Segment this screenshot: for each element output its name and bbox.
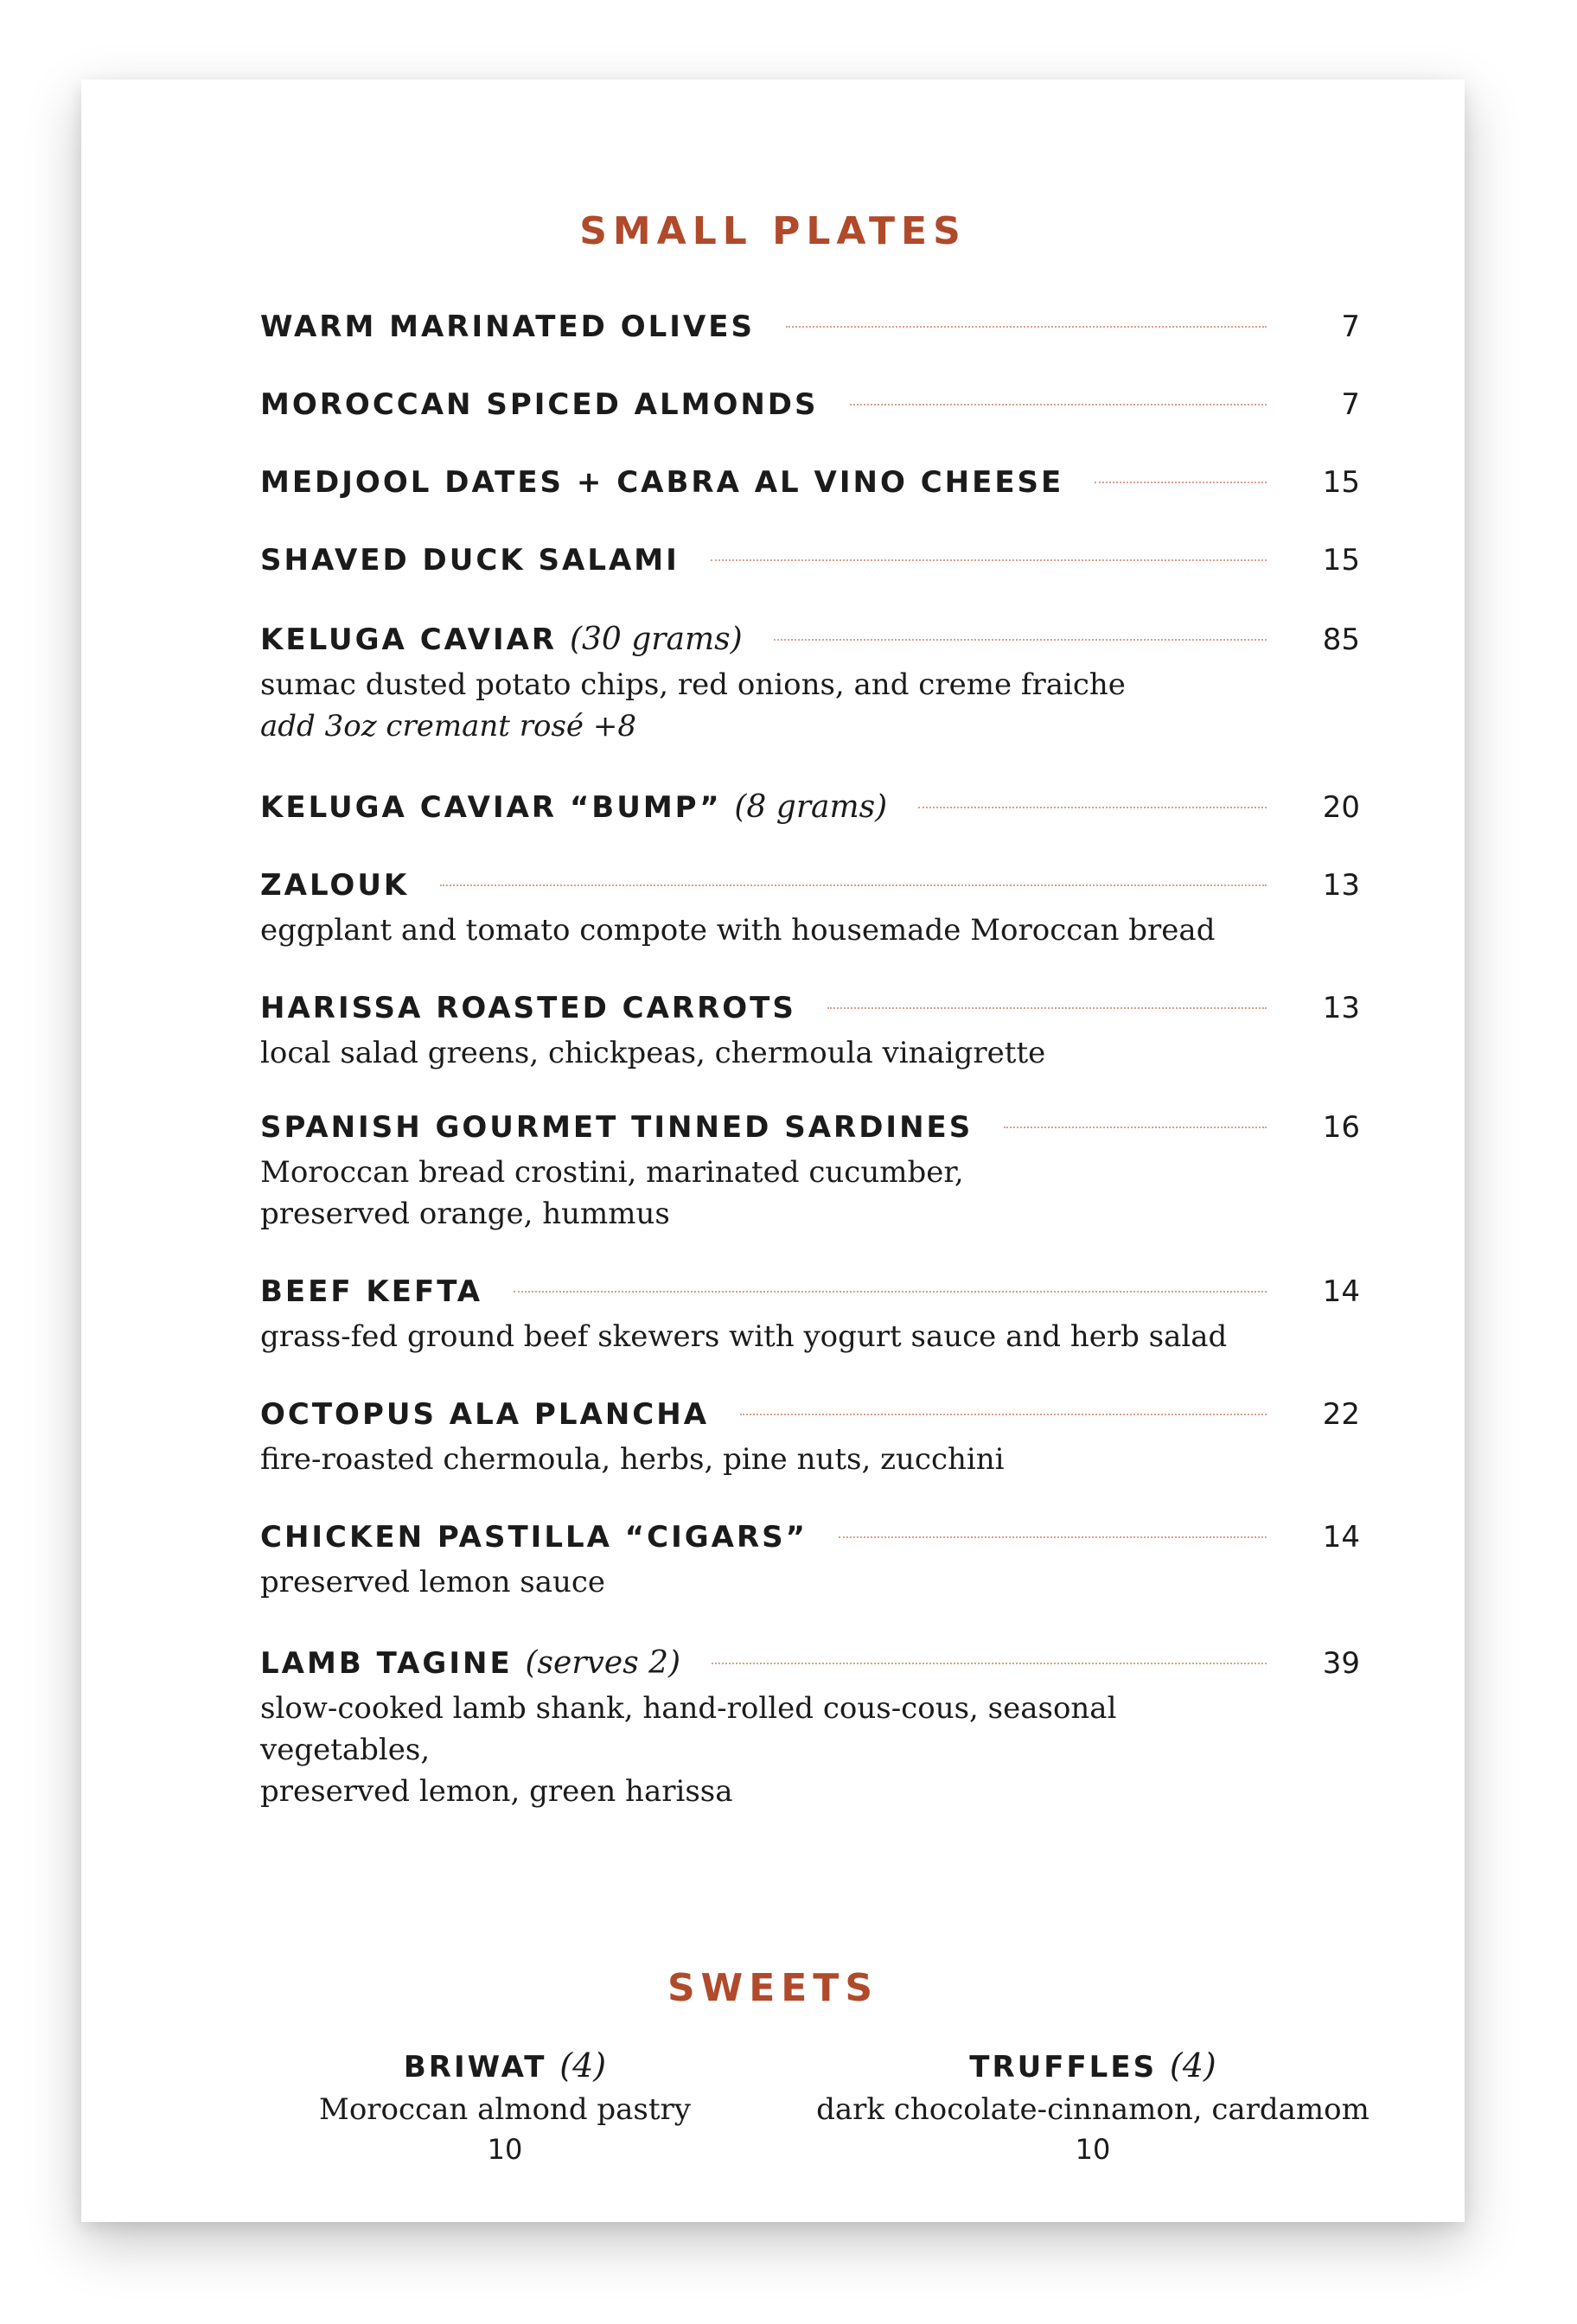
menu-item — [260, 1513, 1360, 1639]
dot-leader — [440, 884, 1267, 886]
item-description: preserved orange, hummus — [260, 1197, 670, 1231]
dot-leader — [786, 326, 1267, 328]
item-description: preserved lemon sauce — [260, 1565, 606, 1599]
dot-leader — [850, 404, 1267, 405]
item-name: OCTOPUS ALA PLANCHA — [260, 1397, 710, 1432]
sweet-description: dark chocolate-cinnamon, cardamom — [816, 2092, 1370, 2127]
dot-leader — [827, 1007, 1267, 1009]
dot-leader — [712, 1663, 1267, 1664]
item-price: 14 — [1322, 1520, 1360, 1555]
sweet-price: 10 — [1075, 2133, 1111, 2166]
menu-item — [260, 1390, 1360, 1513]
item-price: 13 — [1322, 991, 1360, 1025]
item-name: BEEF KEFTA — [260, 1274, 483, 1309]
dot-leader — [514, 1291, 1267, 1293]
item-price: 7 — [1341, 387, 1360, 422]
item-price: 15 — [1322, 465, 1360, 500]
small-plates-list — [260, 303, 1360, 1809]
item-price: 85 — [1322, 622, 1360, 657]
item-description: local salad greens, chickpeas, chermoula vinaigrette — [260, 1036, 1046, 1070]
dot-leader — [774, 639, 1267, 641]
item-name: CHICKEN PASTILLA “CIGARS” — [260, 1520, 808, 1555]
sweets-section — [81, 1966, 1465, 2166]
item-name: SPANISH GOURMET TINNED SARDINES — [260, 1110, 974, 1145]
dot-leader — [839, 1536, 1267, 1538]
sweets-title: SWEETS — [667, 1966, 879, 2010]
item-description: grass-fed ground beef skewers with yogurt sauce and herb salad — [260, 1319, 1228, 1354]
item-description: Moroccan bread crostini, marinated cucumber, — [260, 1155, 964, 1190]
item-price: 39 — [1322, 1646, 1360, 1681]
sweet-price: 10 — [487, 2133, 523, 2166]
sweet-name: TRUFFLES (4) — [969, 2046, 1216, 2085]
item-name: MOROCCAN SPICED ALMONDS — [260, 387, 819, 422]
dot-leader — [740, 1414, 1267, 1415]
item-addon: add 3oz cremant rosé +8 — [260, 709, 636, 744]
item-price: 16 — [1322, 1110, 1360, 1145]
sweet-name: BRIWAT (4) — [403, 2046, 607, 2085]
sweet-item — [289, 2044, 721, 2168]
item-note: (30 grams) — [569, 622, 743, 657]
item-name: KELUGA CAVIAR (30 grams) — [260, 622, 743, 657]
menu-item — [260, 984, 1360, 1103]
item-description: eggplant and tomato compote with housemade Moroccan bread — [260, 913, 1216, 948]
menu-card — [81, 80, 1465, 2222]
item-name: HARISSA ROASTED CARROTS — [260, 991, 796, 1025]
menu-item — [260, 861, 1360, 984]
item-description: fire-roasted chermoula, herbs, pine nuts, zucchini — [260, 1442, 1005, 1477]
menu-item — [260, 1267, 1360, 1390]
item-name: ZALOUK — [260, 868, 410, 903]
sweet-note: (4) — [559, 2046, 607, 2085]
menu-item — [260, 380, 1360, 458]
dot-leader — [1004, 1127, 1267, 1128]
item-description: slow-cooked lamb shank, hand-rolled cous-cous, seasonal vegetables, — [260, 1691, 1117, 1767]
sweet-description: Moroccan almond pastry — [319, 2092, 691, 2127]
small-plates-title: SMALL PLATES — [579, 209, 967, 253]
item-description: sumac dusted potato chips, red onions, and creme fraiche — [260, 667, 1126, 702]
sweet-item — [790, 2044, 1395, 2168]
menu-item — [260, 1103, 1360, 1267]
menu-item — [260, 616, 1360, 783]
menu-item — [260, 458, 1360, 536]
dot-leader — [1095, 482, 1267, 483]
item-name: SHAVED DUCK SALAMI — [260, 543, 680, 578]
sweet-note: (4) — [1169, 2046, 1216, 2085]
menu-item — [260, 783, 1360, 861]
menu-item — [260, 536, 1360, 616]
item-price: 14 — [1322, 1274, 1360, 1309]
item-price: 13 — [1322, 868, 1360, 903]
item-name: WARM MARINATED OLIVES — [260, 310, 755, 344]
item-note: (serves 2) — [525, 1645, 681, 1681]
item-price: 20 — [1322, 790, 1360, 825]
item-description: preserved lemon, green harissa — [260, 1774, 733, 1809]
item-note: (8 grams) — [734, 789, 888, 825]
dot-leader — [711, 559, 1267, 561]
item-price: 15 — [1322, 543, 1360, 578]
item-name: MEDJOOL DATES + CABRA AL VINO CHEESE — [260, 465, 1064, 500]
item-price: 7 — [1341, 310, 1360, 344]
item-name: KELUGA CAVIAR “BUMP” (8 grams) — [260, 789, 888, 825]
menu-item — [260, 303, 1360, 380]
dot-leader — [918, 807, 1267, 808]
item-price: 22 — [1322, 1397, 1360, 1432]
menu-item — [260, 1639, 1360, 1809]
item-name: LAMB TAGINE (serves 2) — [260, 1645, 681, 1681]
